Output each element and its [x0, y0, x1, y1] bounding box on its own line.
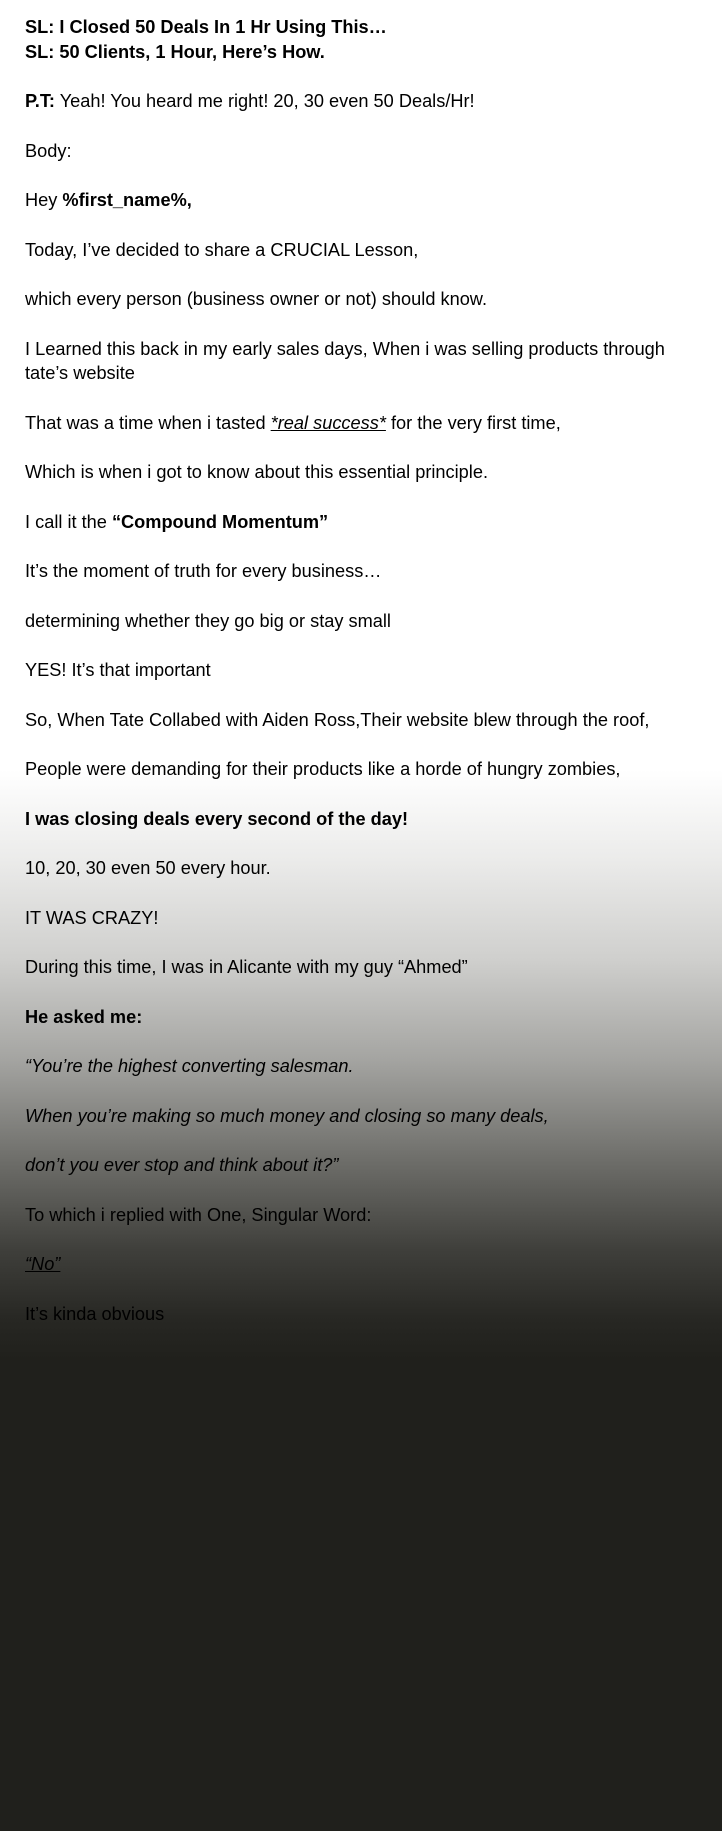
paragraph: During this time, I was in Alicante with my guy “Ahmed”	[25, 957, 468, 977]
paragraph: IT WAS CRAZY!	[25, 907, 159, 928]
paragraph-bold: I was closing deals every second of the day!	[25, 808, 409, 829]
quote-line: When you’re making so much money and closing so many deals,	[25, 1105, 549, 1126]
subject-line-2: SL: 50 Clients, 1 Hour, Here’s How.	[25, 41, 325, 62]
paragraph: I Learned this back in my early sales days, When i was selling products through tate’s website	[25, 338, 665, 383]
greeting	[25, 188, 705, 213]
paragraph: So, When Tate Collabed with Aiden Ross,Their website blew through the roof,	[25, 709, 650, 730]
preview-label: P.T:	[25, 91, 55, 111]
subject-line-1: SL: I Closed 50 Deals In 1 Hr Using This…	[25, 17, 387, 37]
paragraph-part: That was a time when i tasted	[25, 412, 271, 433]
reply-word: “No”	[25, 1254, 61, 1274]
paragraph: 10, 20, 30 even 50 every hour.	[25, 858, 271, 878]
paragraph: It’s kinda obvious	[25, 1303, 165, 1324]
paragraph-part: I call it the	[25, 511, 112, 532]
paragraph: To which i replied with One, Singular Word:	[25, 1204, 372, 1225]
paragraph: People were demanding for their products like a horde of hungry zombies,	[25, 759, 621, 779]
paragraph-bold: He asked me:	[25, 1006, 143, 1027]
email-draft	[25, 15, 705, 1326]
quote-line: don’t you ever stop and think about it?”	[25, 1155, 339, 1175]
preview-text-line	[25, 89, 705, 114]
paragraph: determining whether they go big or stay small	[25, 610, 391, 631]
quote-line: “You’re the highest converting salesman.	[25, 1056, 354, 1076]
paragraph	[25, 411, 705, 436]
paragraph-part: for the very first time,	[385, 412, 561, 433]
paragraph: Today, I’ve decided to share a CRUCIAL Lesson,	[25, 239, 419, 260]
body-label: Body:	[25, 140, 72, 161]
paragraph: which every person (business owner or not) should know.	[25, 289, 487, 309]
paragraph	[25, 510, 705, 535]
preview-text: Yeah! You heard me right! 20, 30 even 50 Deals/Hr!	[55, 91, 475, 111]
paragraph: It’s the moment of truth for every business…	[25, 561, 382, 581]
paragraph: Which is when i got to know about this essential principle.	[25, 462, 489, 482]
merge-tag-first-name: %first_name%,	[62, 190, 192, 210]
paragraph: YES! It’s that important	[25, 660, 211, 680]
compound-momentum-term: “Compound Momentum”	[111, 511, 329, 532]
greeting-prefix: Hey	[25, 190, 63, 210]
real-success-emphasis: *real success*	[270, 412, 386, 433]
